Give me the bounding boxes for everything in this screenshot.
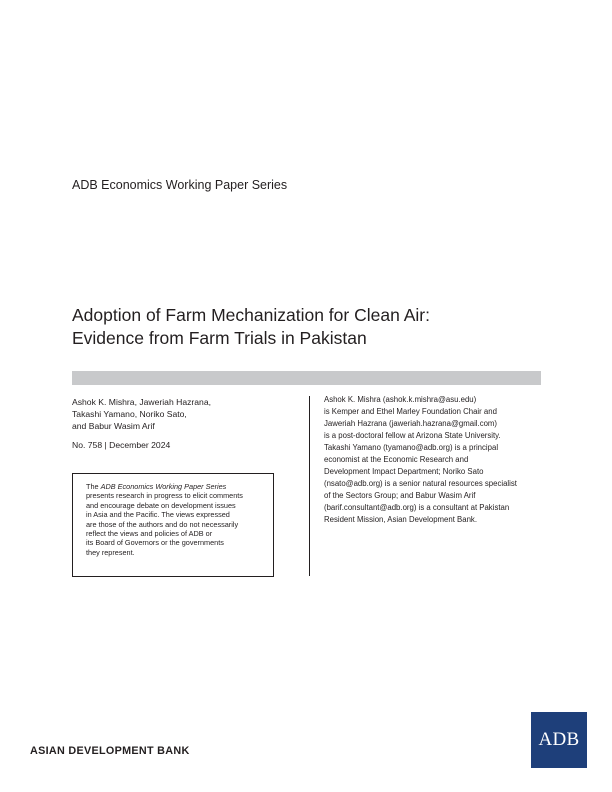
affiliation-line: Development Impact Department; Noriko Sato (324, 467, 484, 476)
affiliation-line: (barif.consultant@adb.org) is a consultant at Pakistan (324, 503, 510, 512)
affiliation-line: (nsato@adb.org) is a senior natural resources specialist (324, 479, 517, 488)
author-line-3: and Babur Wasim Arif (72, 421, 155, 431)
affiliation-line: is Kemper and Ethel Marley Foundation Chair and (324, 407, 497, 416)
affiliation-line: is a post-doctoral fellow at Arizona State University. (324, 431, 501, 440)
disclaimer-line: and encourage debate on development issues (86, 500, 236, 510)
affiliation-line: Jaweriah Hazrana (jaweriah.hazrana@gmail.com) (324, 419, 498, 428)
disclaimer-line: in Asia and the Pacific. The views expressed (86, 510, 230, 520)
affiliation-line: Resident Mission, Asian Development Bank. (324, 515, 477, 524)
author-affiliations (324, 394, 544, 526)
disclaimer-line: they represent. (86, 547, 135, 557)
disclaimer-series-name: ADB Economics Working Paper Series (100, 482, 227, 491)
paper-title-line-2: Evidence from Farm Trials in Pakistan (72, 328, 367, 348)
series-title: ADB Economics Working Paper Series (72, 178, 288, 192)
affiliation-line: of the Sectors Group; and Babur Wasim Arif (324, 491, 476, 500)
disclaimer-line: its Board of Governors or the governments (86, 538, 224, 548)
affiliation-line: Ashok K. Mishra (ashok.k.mishra@asu.edu) (324, 395, 477, 404)
paper-number-date: No. 758 | December 2024 (72, 440, 171, 450)
column-divider (309, 396, 310, 576)
affiliation-line: Takashi Yamano (tyamano@adb.org) is a principal (324, 443, 499, 452)
disclaimer-line: are those of the authors and do not necessarily (86, 519, 239, 529)
adb-logo (531, 712, 587, 768)
adb-logo-text: ADB (538, 729, 580, 750)
author-line-1: Ashok K. Mishra, Jaweriah Hazrana, (72, 397, 211, 407)
paper-title-line-1: Adoption of Farm Mechanization for Clean Air: (72, 305, 430, 325)
publisher-name: ASIAN DEVELOPMENT BANK (30, 745, 190, 757)
title-divider-bar (72, 371, 541, 385)
author-list (72, 396, 272, 432)
paper-title (72, 304, 512, 350)
disclaimer-line: reflect the views and policies of ADB or (86, 529, 213, 539)
disclaimer-box (72, 473, 274, 577)
author-line-2: Takashi Yamano, Noriko Sato, (72, 409, 187, 419)
disclaimer-line-1 (86, 482, 263, 491)
affiliation-line: economist at the Economic Research and (324, 455, 469, 464)
disclaimer-prefix: The (86, 482, 101, 491)
disclaimer-line: presents research in progress to elicit comments (86, 491, 243, 501)
